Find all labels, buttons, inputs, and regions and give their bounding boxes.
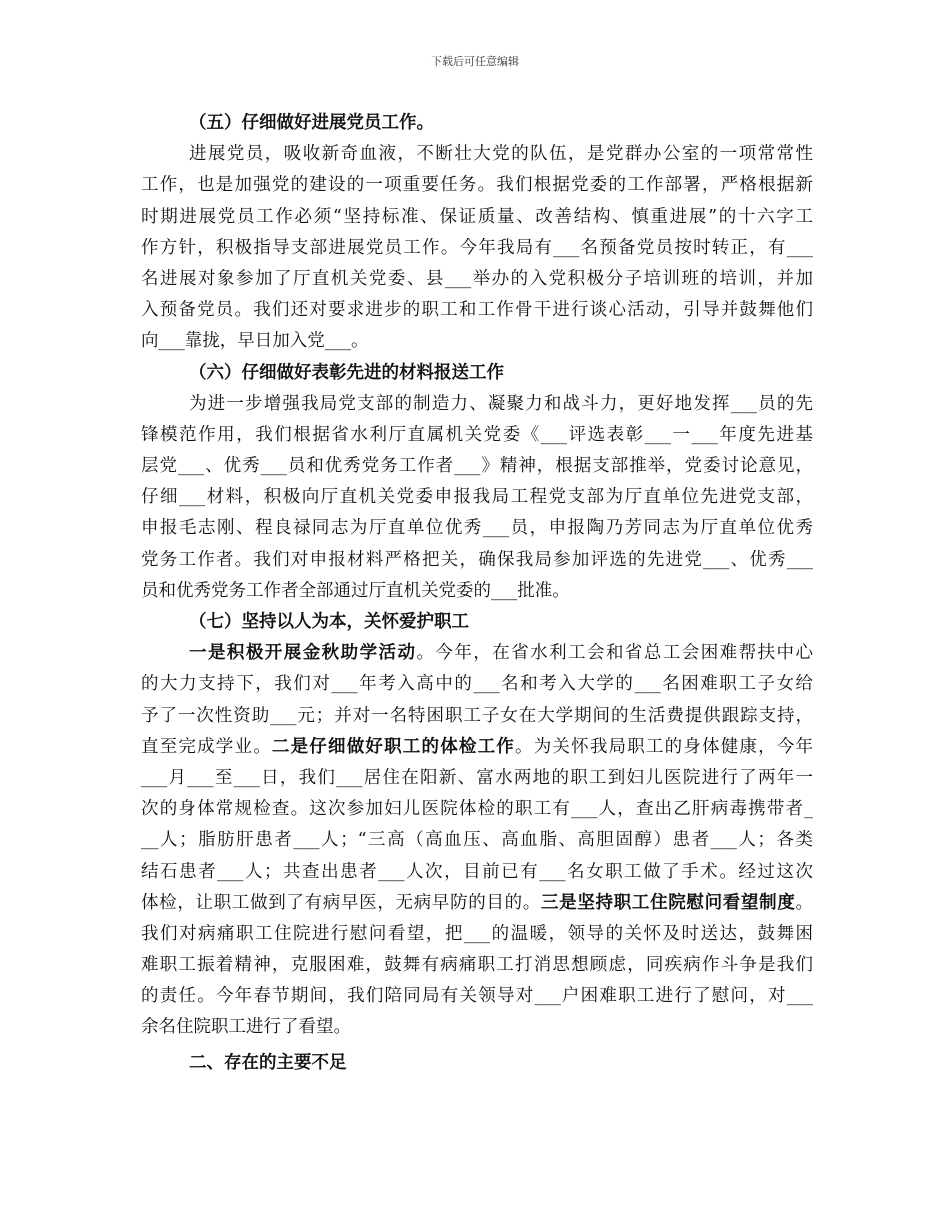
paragraph-line: 员和优秀党务工作者全部通过厅直机关党委的___批准。: [141, 580, 570, 601]
emphasis-text: 一是积极开展金秋助学活动: [189, 643, 417, 664]
section-heading-6: （六）仔细做好表彰先进的材料报送工作: [189, 362, 504, 383]
section-heading-ii: 二、存在的主要不足: [189, 1052, 347, 1073]
paragraph-line: 结石患者___人；共查出患者___人次，目前已有___名女职工做了手术。经过这次: [141, 861, 813, 882]
paragraph-line: [141, 888, 813, 919]
paragraph-line: 党务工作者。我们对申报材料严格把关，确保我局参加评选的先进党___、优秀___: [141, 549, 813, 570]
paragraph-line: 进展党员，吸收新奇血液，不断壮大党的队伍，是党群办公室的一项常常性: [189, 144, 813, 165]
paragraph-line: 为进一步增强我局党支部的制造力、凝聚力和战斗力，更好地发挥___员的先: [189, 393, 813, 414]
paragraph-line: [141, 638, 813, 669]
paragraph-line: 次的身体常规检查。这次参加妇儿医院体检的职工有___人，查出乙肝病毒携带者_: [141, 799, 813, 820]
paragraph-line: 工作，也是加强党的建设的一项重要任务。我们根据党委的工作部署，严格根据新: [141, 175, 813, 196]
paragraph-line: 我们对病痛职工住院进行慰问看望，把___的温暖，领导的关怀及时送达，鼓舞困: [141, 923, 813, 944]
emphasis-text: 三是坚持职工住院慰问看望制度: [540, 892, 796, 913]
emphasis-text: 二是仔细做好职工的体检工作: [271, 736, 516, 757]
paragraph-line: [141, 732, 813, 763]
paragraph-line: __人；脂肪肝患者___人；“三高（高血压、高血脂、高胆固醇）患者___人；各类: [141, 830, 813, 851]
document-body: [141, 108, 813, 1079]
page-header: 下载后可任意编辑: [431, 55, 519, 68]
paragraph-line: 的责任。今年春节期间，我们陪同局有关领导对___户困难职工进行了慰问，对___: [141, 986, 813, 1007]
paragraph-line: 名进展对象参加了厅直机关党委、县___举办的入党积极分子培训班的培训，并加: [141, 268, 813, 289]
paragraph-line: 余名住院职工进行了看望。: [141, 1017, 351, 1038]
section-heading-7: （七）坚持以人为本，关怀爱护职工: [189, 612, 469, 632]
paragraph-line: 作方针，积极指导支部进展党员工作。今年我局有___名预备党员按时转正，有___: [141, 237, 813, 258]
paragraph-line: 锋模范作用，我们根据省水利厅直属机关党委《___评选表彰___一___年度先进基: [141, 424, 813, 445]
paragraph-line: 仔细___材料，积极向厅直机关党委申报我局工程党支部为厅直单位先进党支部，: [141, 487, 813, 508]
paragraph-line: 层党___、优秀___员和优秀党务工作者___》精神，根据支部推举，党委讨论意见，: [141, 456, 813, 477]
paragraph-line: 向___靠拢，早日加入党___。: [141, 331, 369, 352]
paragraph-line: 难职工振着精神，克服困难，鼓舞有病痛职工打消思想顾虑，同疾病作斗争是我们: [141, 955, 813, 976]
paragraph-line: 入预备党员。我们还对要求进步的职工和工作骨干进行谈心活动，引导并鼓舞他们: [141, 300, 813, 321]
paragraph-line: 申报毛志刚、程良禄同志为厅直单位优秀___员，申报陶乃芳同志为厅直单位优秀: [141, 518, 813, 539]
body-text: 。为关怀我局职工的身体健康，今年: [515, 736, 813, 757]
paragraph-line: 的大力支持下，我们对___年考入高中的___名和考入大学的___名困难职工子女给: [141, 674, 813, 695]
paragraph-line: ___月___至___日，我们___居住在阳新、富水两地的职工到妇儿医院进行了两年一: [141, 767, 813, 788]
section-heading-5: （五）仔细做好进展党员工作。: [189, 113, 434, 133]
body-text: 。今年，在省水利工会和省总工会困难帮扶中心: [416, 643, 813, 664]
body-text: 直至完成学业。: [141, 736, 272, 757]
body-text: 体检，让职工做到了有病早医，无病早防的目的。: [141, 892, 541, 913]
paragraph-line: 予了一次性资助___元；并对一名特困职工子女在大学期间的生活费提供跟踪支持，: [141, 705, 813, 726]
paragraph-line: 时期进展党员工作必须“坚持标准、保证质量、改善结构、慎重进展”的十六字工: [141, 206, 813, 227]
body-text: 。: [795, 892, 813, 913]
